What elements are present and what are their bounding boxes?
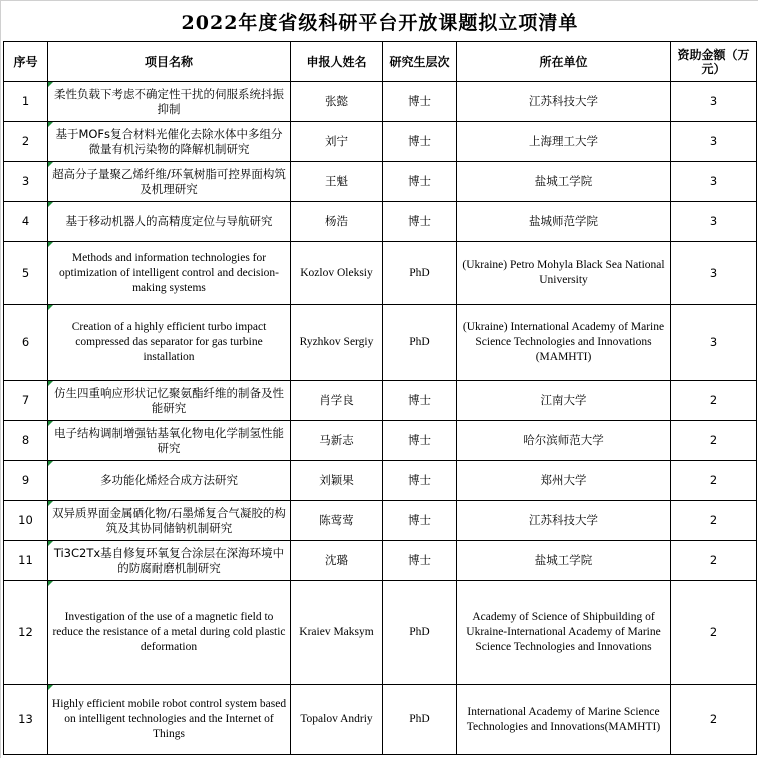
cell-level[interactable]: 博士 bbox=[383, 461, 457, 501]
cell-funding[interactable]: 2 bbox=[671, 381, 757, 421]
cell-index[interactable]: 3 bbox=[4, 162, 48, 202]
header-index[interactable]: 序号 bbox=[4, 42, 48, 82]
table-row bbox=[4, 82, 757, 122]
header-applicant[interactable]: 申报人姓名 bbox=[291, 42, 383, 82]
cell-project[interactable] bbox=[48, 501, 291, 541]
table-row bbox=[4, 501, 757, 541]
cell-applicant[interactable]: Kozlov Oleksiy bbox=[291, 242, 383, 305]
cell-funding[interactable]: 3 bbox=[671, 162, 757, 202]
cell-project-text: Investigation of the use of a magnetic field to reduce the resistance of a metal during cold plastic deformation bbox=[52, 611, 286, 653]
table-row bbox=[4, 162, 757, 202]
cell-marker-icon bbox=[48, 461, 53, 466]
cell-unit[interactable]: (Ukraine) International Academy of Marine Science Technologies and Innovations (MAMHTI) bbox=[457, 305, 671, 381]
cell-level[interactable]: 博士 bbox=[383, 82, 457, 122]
cell-index[interactable]: 8 bbox=[4, 421, 48, 461]
header-funding[interactable]: 资助金额（万元） bbox=[671, 42, 757, 82]
cell-unit[interactable]: 江苏科技大学 bbox=[457, 82, 671, 122]
cell-index[interactable]: 11 bbox=[4, 541, 48, 581]
project-table bbox=[3, 41, 757, 755]
cell-unit[interactable]: 哈尔滨师范大学 bbox=[457, 421, 671, 461]
cell-project[interactable] bbox=[48, 82, 291, 122]
cell-marker-icon bbox=[48, 685, 53, 690]
table-row bbox=[4, 421, 757, 461]
cell-marker-icon bbox=[48, 242, 53, 247]
cell-unit[interactable]: Academy of Science of Shipbuilding of Ukraine-International Academy of Marine Science Technologies and Innovations bbox=[457, 581, 671, 685]
cell-marker-icon bbox=[48, 501, 53, 506]
sheet-title: 2022年度省级科研平台开放课题拟立项清单 bbox=[181, 11, 579, 34]
cell-index[interactable]: 10 bbox=[4, 501, 48, 541]
cell-unit[interactable]: 江南大学 bbox=[457, 381, 671, 421]
cell-marker-icon bbox=[48, 581, 53, 586]
header-unit[interactable]: 所在单位 bbox=[457, 42, 671, 82]
cell-marker-icon bbox=[48, 421, 53, 426]
cell-applicant[interactable]: 王魁 bbox=[291, 162, 383, 202]
table-row bbox=[4, 461, 757, 501]
cell-project-text: Methods and information technologies for optimization of intelligent control and decision-making systems bbox=[58, 251, 280, 294]
cell-applicant[interactable]: 陈莺莺 bbox=[291, 501, 383, 541]
cell-unit[interactable]: International Academy of Marine Science Technologies and Innovations(MAMHTI) bbox=[457, 685, 671, 755]
cell-marker-icon bbox=[48, 381, 53, 386]
cell-project[interactable] bbox=[48, 202, 291, 242]
header-row bbox=[4, 42, 757, 82]
header-level[interactable]: 研究生层次 bbox=[383, 42, 457, 82]
cell-project[interactable] bbox=[48, 421, 291, 461]
cell-funding[interactable]: 3 bbox=[671, 122, 757, 162]
cell-project-text: 双异质界面金属硒化物/石墨烯复合气凝胶的构筑及其协同储钠机制研究 bbox=[52, 505, 286, 535]
cell-project-text: 基于MOFs复合材料光催化去除水体中多组分微量有机污染物的降解机制研究 bbox=[55, 126, 283, 156]
table-row bbox=[4, 242, 757, 305]
cell-applicant[interactable]: Kraiev Maksym bbox=[291, 581, 383, 685]
cell-marker-icon bbox=[48, 82, 53, 87]
cell-applicant[interactable]: 肖学良 bbox=[291, 381, 383, 421]
table-row bbox=[4, 381, 757, 421]
cell-marker-icon bbox=[48, 305, 53, 310]
table-row bbox=[4, 541, 757, 581]
table-row bbox=[4, 685, 757, 755]
table-row bbox=[4, 581, 757, 685]
cell-level[interactable]: 博士 bbox=[383, 501, 457, 541]
cell-funding[interactable]: 2 bbox=[671, 421, 757, 461]
cell-project-text: 基于移动机器人的高精度定位与导航研究 bbox=[65, 214, 273, 228]
cell-project-text: Creation of a highly efficient turbo impact compressed das separator for gas turbine installation bbox=[71, 321, 267, 363]
cell-index[interactable]: 6 bbox=[4, 305, 48, 381]
cell-applicant[interactable]: 沈璐 bbox=[291, 541, 383, 581]
cell-unit[interactable]: (Ukraine) Petro Mohyla Black Sea National University bbox=[457, 242, 671, 305]
cell-applicant[interactable]: 刘宁 bbox=[291, 122, 383, 162]
cell-project[interactable] bbox=[48, 461, 291, 501]
cell-level[interactable]: 博士 bbox=[383, 202, 457, 242]
cell-funding[interactable]: 2 bbox=[671, 581, 757, 685]
cell-unit[interactable]: 盐城师范学院 bbox=[457, 202, 671, 242]
cell-funding[interactable]: 3 bbox=[671, 82, 757, 122]
cell-level[interactable]: 博士 bbox=[383, 381, 457, 421]
cell-applicant[interactable]: 马新志 bbox=[291, 421, 383, 461]
cell-marker-icon bbox=[48, 122, 53, 127]
cell-applicant[interactable]: 杨浩 bbox=[291, 202, 383, 242]
cell-project-text: 柔性负载下考虑不确定性干扰的伺服系统抖振抑制 bbox=[54, 86, 284, 116]
cell-project[interactable] bbox=[48, 381, 291, 421]
cell-applicant[interactable]: Ryzhkov Sergiy bbox=[291, 305, 383, 381]
cell-index[interactable]: 1 bbox=[4, 82, 48, 122]
cell-funding[interactable]: 2 bbox=[671, 461, 757, 501]
cell-unit[interactable]: 江苏科技大学 bbox=[457, 501, 671, 541]
cell-unit[interactable]: 上海理工大学 bbox=[457, 122, 671, 162]
header-project[interactable]: 项目名称 bbox=[48, 42, 291, 82]
cell-level[interactable]: PhD bbox=[383, 685, 457, 755]
cell-applicant[interactable]: 张懿 bbox=[291, 82, 383, 122]
cell-project-text: Ti3C2Tx基自修复环氧复合涂层在深海环境中的防腐耐磨机制研究 bbox=[53, 545, 285, 575]
cell-project[interactable] bbox=[48, 122, 291, 162]
cell-level[interactable]: 博士 bbox=[383, 162, 457, 202]
cell-unit[interactable]: 盐城工学院 bbox=[457, 162, 671, 202]
cell-funding[interactable]: 3 bbox=[671, 305, 757, 381]
cell-marker-icon bbox=[48, 162, 53, 167]
table-row bbox=[4, 122, 757, 162]
cell-project[interactable] bbox=[48, 242, 291, 305]
cell-level[interactable]: 博士 bbox=[383, 122, 457, 162]
cell-level[interactable]: PhD bbox=[383, 581, 457, 685]
table-row bbox=[4, 202, 757, 242]
cell-project-text: 电子结构调制增强钴基氧化物电化学制氢性能研究 bbox=[54, 425, 284, 455]
cell-project-text: 多功能化烯烃合成方法研究 bbox=[100, 473, 238, 487]
cell-funding[interactable]: 2 bbox=[671, 501, 757, 541]
cell-funding[interactable]: 3 bbox=[671, 242, 757, 305]
cell-index[interactable]: 7 bbox=[4, 381, 48, 421]
cell-funding[interactable]: 2 bbox=[671, 541, 757, 581]
cell-level[interactable]: PhD bbox=[383, 242, 457, 305]
cell-unit[interactable]: 盐城工学院 bbox=[457, 541, 671, 581]
cell-marker-icon bbox=[48, 541, 53, 546]
cell-project-text: Highly efficient mobile robot control system based on intelligent technologies and the Internet of Things bbox=[51, 698, 287, 740]
cell-index[interactable]: 9 bbox=[4, 461, 48, 501]
cell-project[interactable] bbox=[48, 581, 291, 685]
cell-level[interactable]: PhD bbox=[383, 305, 457, 381]
cell-index[interactable]: 5 bbox=[4, 242, 48, 305]
cell-unit[interactable]: 郑州大学 bbox=[457, 461, 671, 501]
cell-funding[interactable]: 2 bbox=[671, 685, 757, 755]
cell-index[interactable]: 2 bbox=[4, 122, 48, 162]
cell-index[interactable]: 13 bbox=[4, 685, 48, 755]
cell-applicant[interactable]: Topalov Andriy bbox=[291, 685, 383, 755]
cell-index[interactable]: 12 bbox=[4, 581, 48, 685]
cell-level[interactable]: 博士 bbox=[383, 421, 457, 461]
cell-index[interactable]: 4 bbox=[4, 202, 48, 242]
cell-project[interactable] bbox=[48, 305, 291, 381]
cell-project[interactable] bbox=[48, 541, 291, 581]
cell-applicant[interactable]: 刘颖果 bbox=[291, 461, 383, 501]
cell-project-text: 超高分子量聚乙烯纤维/环氧树脂可控界面构筑及机理研究 bbox=[52, 166, 286, 196]
cell-marker-icon bbox=[48, 202, 53, 207]
cell-level[interactable]: 博士 bbox=[383, 541, 457, 581]
table-row bbox=[4, 305, 757, 381]
cell-funding[interactable]: 3 bbox=[671, 202, 757, 242]
cell-project-text: 仿生四重响应形状记忆聚氨酯纤维的制备及性能研究 bbox=[54, 385, 284, 415]
cell-project[interactable] bbox=[48, 685, 291, 755]
cell-project[interactable] bbox=[48, 162, 291, 202]
